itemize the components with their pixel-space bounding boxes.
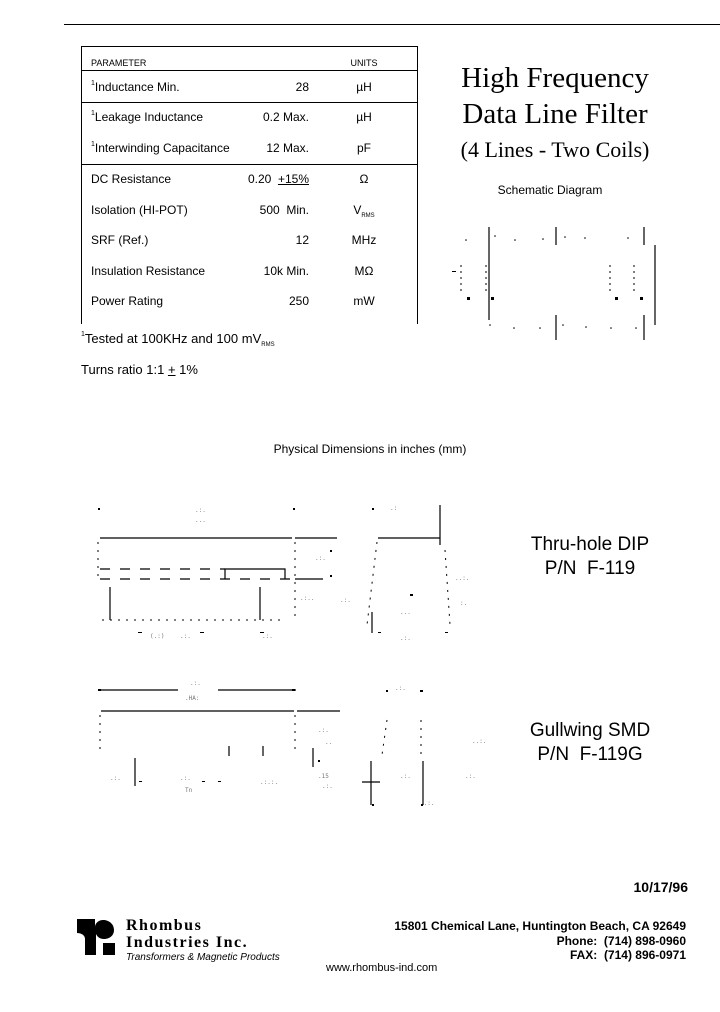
company-phone: Phone: (714) 898-0960 [556, 934, 686, 948]
parameter-units: Ω [359, 172, 369, 186]
divider [82, 102, 417, 103]
parameter-name: DC Resistance [91, 172, 172, 186]
parameter-name: Interwinding Capacitance [94, 141, 230, 155]
dip-package-label [505, 533, 675, 581]
parameter-name: SRF (Ref.) [91, 233, 149, 247]
document-date: 10/17/96 [633, 879, 688, 895]
svg-text:.:.: .:. [400, 635, 411, 642]
smd-package-label [505, 719, 675, 767]
svg-text:.:.: .:. [322, 783, 333, 790]
svg-text:..: .. [325, 739, 333, 746]
svg-text:.:: .: [390, 505, 398, 512]
parameter-name: Isolation (HI-POT) [91, 203, 188, 217]
parameter-units: µH [356, 110, 372, 124]
schematic-label: Schematic Diagram [497, 183, 603, 197]
divider [82, 70, 417, 71]
svg-text:..:.: ..:. [420, 800, 435, 807]
schematic-diagram [440, 215, 670, 350]
parameter-value: 12 [295, 233, 309, 247]
company-website-link[interactable]: www.rhombus-ind.com [326, 962, 438, 974]
footnote-mark: 1 [91, 110, 95, 117]
svg-text:.:.: .:. [180, 633, 191, 640]
svg-text:.:.: .:. [318, 727, 329, 734]
smd-dimension-drawing [90, 660, 490, 830]
company-tagline: Transformers & Magnetic Products [126, 952, 280, 963]
svg-text:.:.: .:. [340, 597, 351, 604]
parameter-units: MHz [351, 233, 377, 247]
top-rule [64, 24, 720, 25]
svg-text:.:.: .:. [395, 685, 406, 692]
svg-text:.:.: .:. [400, 773, 411, 780]
footnote-mark: 1 [91, 80, 95, 87]
parameter-name: Insulation Resistance [91, 264, 206, 278]
parameter-value: 10k Min. [263, 264, 309, 278]
parameter-value: 500 Min. [259, 203, 309, 217]
svg-text:.:..: .:.. [300, 595, 315, 602]
part-number: P/N F-119G [537, 744, 643, 765]
parameter-units: $V_{RMS}$ [353, 203, 375, 219]
svg-text:.HA:: .HA: [185, 695, 200, 702]
svg-text::.: :. [460, 600, 468, 607]
svg-text:.:.: .:. [262, 633, 273, 640]
company-name-line-1: Rhombus [126, 917, 203, 934]
svg-text:.:.: .:. [465, 773, 476, 780]
package-name: Thru-hole DIP [530, 534, 650, 555]
svg-text:.:.: .:. [110, 775, 121, 782]
parameter-value: 0.20 +15% [247, 172, 309, 186]
svg-text:(.:): (.:) [150, 633, 165, 640]
svg-text:..:.: ..:. [472, 738, 487, 745]
physical-dimensions-label: Physical Dimensions in inches (mm) [273, 442, 467, 456]
dip-dimension-drawing [90, 490, 490, 650]
package-name: Gullwing SMD [529, 720, 651, 741]
svg-text:...: ... [195, 517, 206, 524]
title-line-2: Data Line Filter [462, 98, 648, 130]
parameter-units: pF [356, 141, 371, 155]
title-line-1: High Frequency [461, 62, 649, 94]
svg-text:..:.: ..:. [455, 575, 470, 582]
svg-text:.:.: .:. [315, 555, 326, 562]
rhombus-logo-icon [77, 917, 119, 957]
svg-text:.:.: .:. [190, 680, 201, 687]
units-header: UNITS [350, 58, 378, 68]
parameter-units: µH [356, 80, 372, 94]
parameter-header: PARAMETER [91, 58, 147, 68]
part-number: P/N F-119 [544, 558, 636, 579]
parameter-value: 250 [288, 294, 309, 308]
svg-text:Tn: Tn [185, 787, 193, 794]
parameter-units: mW [353, 294, 375, 308]
svg-text:.15: .15 [318, 773, 329, 780]
parameter-units: MΩ [354, 264, 374, 278]
test-conditions-footnote: $^1$Tested at 100KHz and 100 $mV_{RMS}$ [81, 331, 275, 348]
divider [82, 164, 417, 165]
svg-text:...: ... [400, 609, 411, 616]
parameter-name: Leakage Inductance [94, 110, 203, 124]
parameter-name: Inductance Min. [94, 80, 180, 94]
parameter-value: 12 Max. [266, 141, 309, 155]
parameter-value: 28 [295, 80, 309, 94]
turns-ratio: Turns ratio 1:1 + 1% [81, 362, 198, 377]
footnote-mark: 1 [91, 141, 95, 148]
svg-text:.:.:.: .:.:. [260, 779, 279, 786]
company-address: 15801 Chemical Lane, Huntington Beach, CA 92649 [394, 919, 686, 933]
parameter-name: Power Rating [91, 294, 164, 308]
svg-text:.:.: .:. [195, 507, 206, 514]
svg-text:.:.: .:. [180, 775, 191, 782]
company-fax: FAX: (714) 896-0971 [569, 948, 686, 962]
company-name-line-2: Industries Inc. [126, 934, 249, 951]
title-line-3: (4 Lines - Two Coils) [460, 137, 650, 162]
spec-table [81, 46, 418, 324]
parameter-value: 0.2 Max. [262, 110, 309, 124]
